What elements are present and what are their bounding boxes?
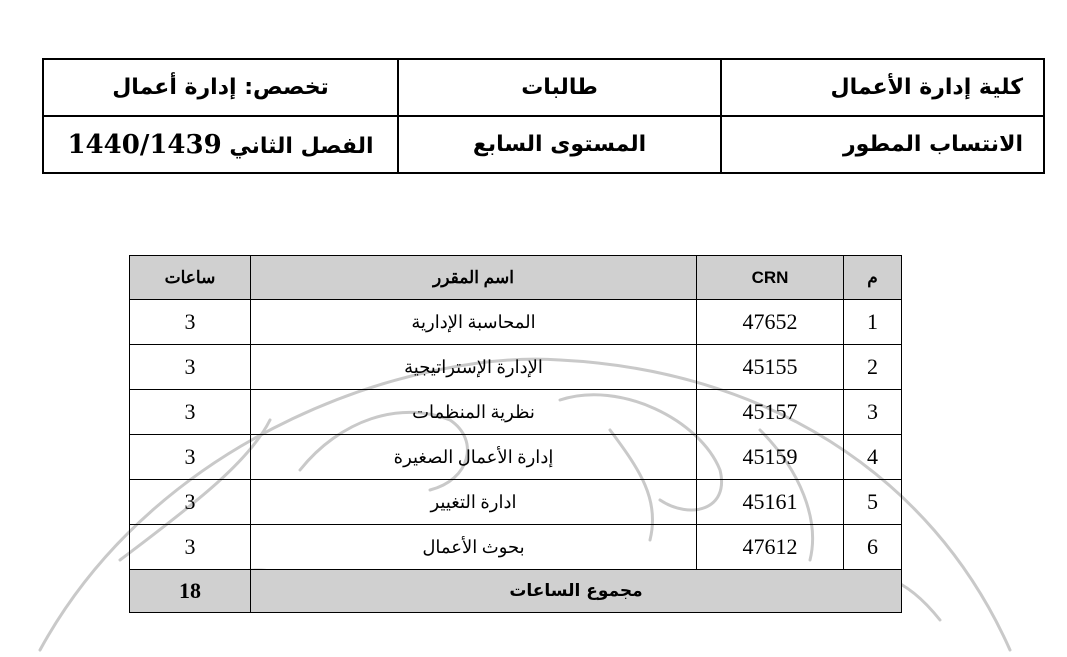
row-index: 5: [844, 480, 902, 525]
row-crn: 45157: [697, 390, 844, 435]
student-gender: طالبات: [398, 59, 721, 116]
row-course-name: المحاسبة الإدارية: [251, 300, 697, 345]
row-hours: 3: [130, 300, 251, 345]
table-row: [130, 435, 902, 480]
header-row-2: [43, 116, 1044, 173]
row-hours: 3: [130, 525, 251, 570]
row-course-name: الإدارة الإستراتيجية: [251, 345, 697, 390]
semester: [43, 116, 398, 173]
col-header-index: م: [844, 256, 902, 300]
table-row: [130, 300, 902, 345]
row-hours: 3: [130, 480, 251, 525]
row-crn: 47612: [697, 525, 844, 570]
row-index: 6: [844, 525, 902, 570]
study-level: المستوى السابع: [398, 116, 721, 173]
table-row: [130, 480, 902, 525]
row-course-name: ادارة التغيير: [251, 480, 697, 525]
semester-label: الفصل الثاني: [229, 133, 374, 159]
col-header-hours: ساعات: [130, 256, 251, 300]
table-row: [130, 390, 902, 435]
header-info-table: [42, 58, 1045, 174]
row-hours: 3: [130, 345, 251, 390]
semester-year: 1440/1439: [67, 129, 222, 160]
row-course-name: بحوث الأعمال: [251, 525, 697, 570]
college-name: كلية إدارة الأعمال: [721, 59, 1044, 116]
table-row: [130, 345, 902, 390]
row-course-name: إدارة الأعمال الصغيرة: [251, 435, 697, 480]
row-index: 4: [844, 435, 902, 480]
col-header-crn: CRN: [697, 256, 844, 300]
total-hours-value: 18: [130, 570, 251, 613]
row-index: 1: [844, 300, 902, 345]
total-row: [130, 570, 902, 613]
row-course-name: نظرية المنظمات: [251, 390, 697, 435]
major: تخصص: إدارة أعمال: [43, 59, 398, 116]
col-header-name: اسم المقرر: [251, 256, 697, 300]
row-crn: 45159: [697, 435, 844, 480]
total-hours-label: مجموع الساعات: [251, 570, 902, 613]
row-hours: 3: [130, 435, 251, 480]
table-row: [130, 525, 902, 570]
courses-table: [129, 255, 902, 613]
courses-header-row: [130, 256, 902, 300]
program-type: الانتساب المطور: [721, 116, 1044, 173]
row-crn: 45161: [697, 480, 844, 525]
row-crn: 47652: [697, 300, 844, 345]
row-hours: 3: [130, 390, 251, 435]
row-index: 3: [844, 390, 902, 435]
header-row-1: [43, 59, 1044, 116]
row-crn: 45155: [697, 345, 844, 390]
row-index: 2: [844, 345, 902, 390]
